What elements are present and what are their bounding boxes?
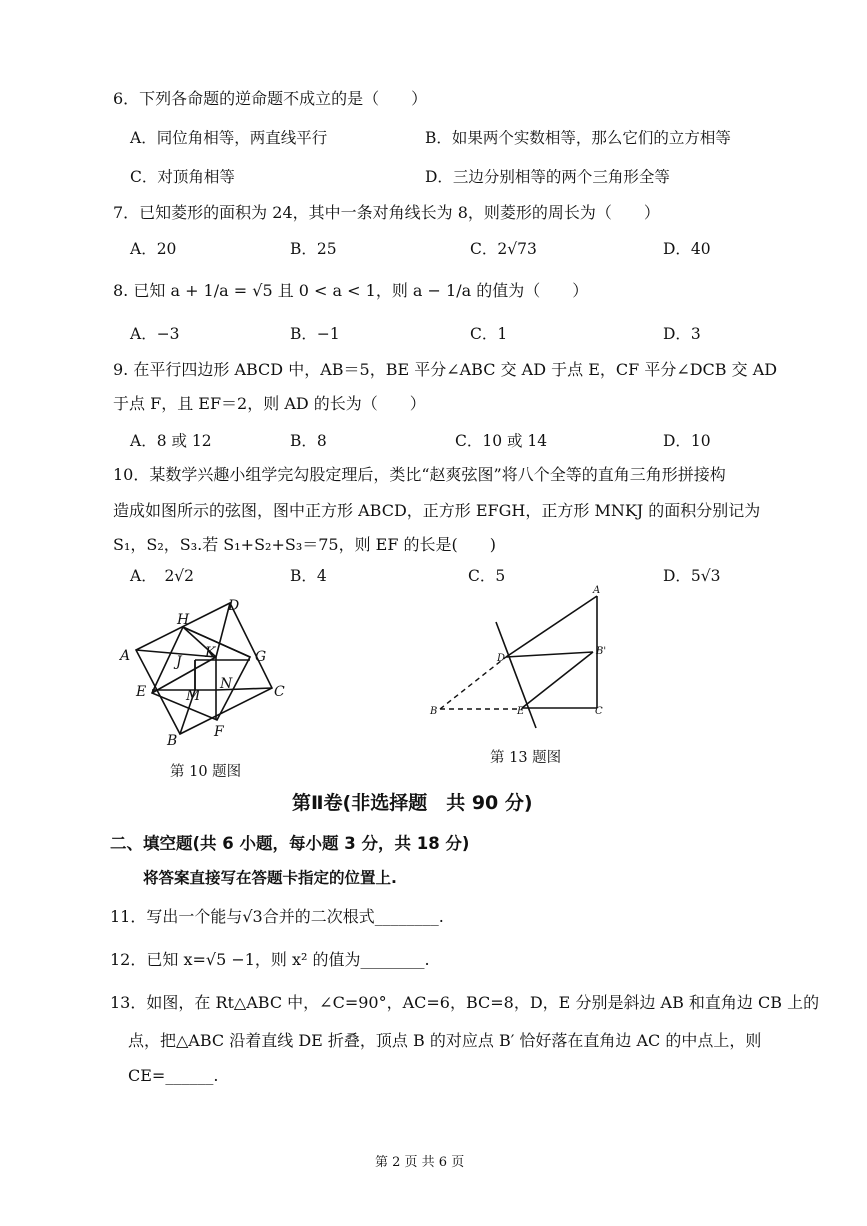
- q10-option-c: C．5: [468, 567, 506, 585]
- q7-stem: 7．已知菱形的面积为 24，其中一条对角线长为 8，则菱形的周长为（ ）: [113, 203, 660, 222]
- q8-option-c: C．1: [470, 325, 508, 343]
- q8-stem: 8. 已知 a + 1/a = √5 且 0 < a < 1，则 a − 1/a 的值为（ ）: [113, 281, 589, 300]
- q10-stem-line1: 10．某数学兴趣小组学完勾股定理后，类比“赵爽弦图”将八个全等的直角三角形拼接构: [113, 465, 726, 484]
- q7-option-d: D．40: [663, 240, 711, 258]
- q13-line1: 13．如图，在 Rt△ABC 中，∠C=90°，AC=6，BC=8，D，E 分别是斜边 AB 和直角边 CB 上的: [110, 993, 820, 1012]
- fig13-label-b: B: [430, 706, 438, 717]
- q10-stem-line2: 造成如图所示的弦图，图中正方形 ABCD，正方形 EFGH，正方形 MNKJ 的面积分别记为: [113, 501, 761, 520]
- q10-option-a: A． 2√2: [130, 567, 195, 585]
- figure-13-caption: 第 13 题图: [490, 750, 562, 766]
- q7-option-b: B．25: [290, 240, 337, 258]
- q13-line3: CE=______.: [128, 1066, 219, 1085]
- fig10-label-n: N: [220, 676, 233, 692]
- q6-option-a: A．同位角相等，两直线平行: [130, 129, 328, 147]
- q9-stem-line1: 9. 在平行四边形 ABCD 中，AB＝5，BE 平分∠ABC 交 AD 于点 E，CF 平分∠DCB 交 AD: [113, 360, 778, 379]
- q13-line2: 点，把△ABC 沿着直线 DE 折叠，顶点 B 的对应点 B′ 恰好落在直角边 AC 的中点上，则: [128, 1031, 762, 1050]
- fig10-label-f: F: [214, 724, 224, 740]
- fig10-label-e: E: [136, 684, 147, 700]
- fig13-label-d: D: [497, 653, 506, 664]
- q6-option-d: D．三边分别相等的两个三角形全等: [425, 168, 670, 186]
- fig10-label-c: C: [274, 684, 285, 700]
- q7-option-a: A．20: [130, 240, 177, 258]
- q6-stem: 6．下列各命题的逆命题不成立的是（ ）: [113, 89, 428, 108]
- fig10-label-j: J: [176, 654, 182, 670]
- q9-stem-line2: 于点 F，且 EF＝2，则 AD 的长为（ ）: [113, 394, 426, 413]
- figure-10-caption: 第 10 题图: [170, 764, 242, 780]
- q6-option-c: C．对顶角相等: [130, 168, 235, 186]
- figure-13-diagram: [425, 580, 610, 745]
- q12-text: 12．已知 x=√5 −1，则 x² 的值为________.: [110, 950, 430, 969]
- q6-option-b: B．如果两个实数相等，那么它们的立方相等: [425, 129, 731, 147]
- fig10-label-m: M: [186, 688, 201, 704]
- page-footer: 第 2 页 共 6 页: [375, 1155, 465, 1170]
- fig10-label-g: G: [255, 649, 267, 665]
- q8-option-d: D．3: [663, 325, 701, 343]
- fig10-label-d: D: [228, 598, 240, 614]
- fig13-label-bprime: B': [596, 646, 607, 657]
- fig13-label-c: C: [595, 706, 603, 717]
- fig10-label-a: A: [120, 648, 131, 664]
- section-fill-in-heading: 二、填空题(共 6 小题，每小题 3 分，共 18 分): [110, 834, 470, 853]
- q9-option-b: B．8: [290, 432, 327, 450]
- figure-10-diagram: [110, 590, 300, 750]
- part2-title: 第Ⅱ卷(非选择题 共 90 分): [292, 792, 533, 814]
- fig10-label-b: B: [167, 733, 178, 749]
- q8-option-b: B．−1: [290, 325, 340, 343]
- fig13-label-a: A: [593, 585, 601, 596]
- q9-option-d: D．10: [663, 432, 711, 450]
- q10-option-d: D．5√3: [663, 567, 721, 585]
- q11-text: 11．写出一个能与√3合并的二次根式________.: [110, 907, 444, 926]
- q7-option-c: C．2√73: [470, 240, 537, 258]
- section-instruction: 将答案直接写在答题卡指定的位置上.: [143, 869, 397, 887]
- q10-stem-line3: S₁，S₂，S₃.若 S₁+S₂+S₃＝75，则 EF 的长是( ): [113, 535, 497, 554]
- fig10-label-k: K: [205, 645, 216, 661]
- fig13-label-e: E: [517, 706, 525, 717]
- q10-option-b: B．4: [290, 567, 327, 585]
- q8-option-a: A．−3: [130, 325, 180, 343]
- q9-option-a: A．8 或 12: [130, 432, 212, 450]
- q9-option-c: C．10 或 14: [455, 432, 548, 450]
- fig10-label-h: H: [177, 612, 190, 628]
